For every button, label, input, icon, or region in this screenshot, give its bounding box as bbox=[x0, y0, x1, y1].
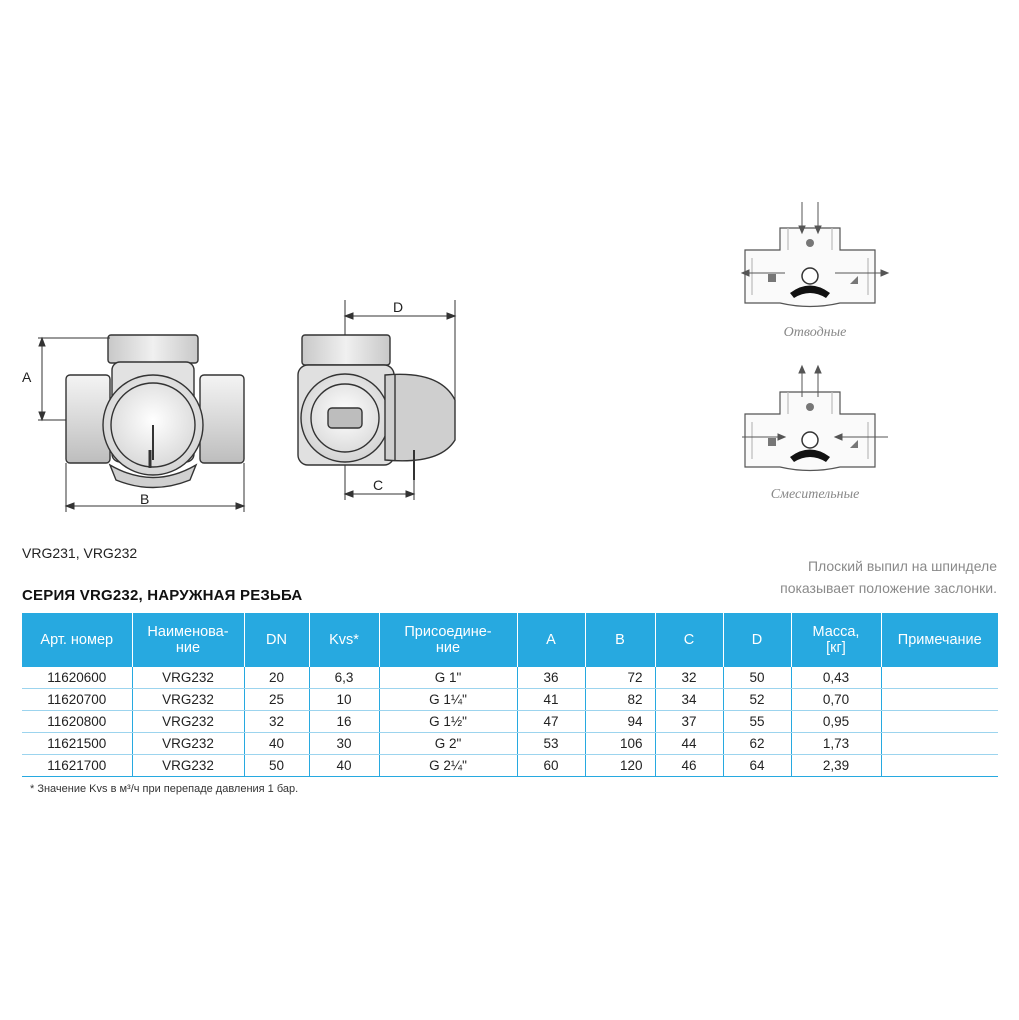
side-view bbox=[298, 335, 455, 480]
cell-a: 41 bbox=[517, 689, 585, 711]
cell-a: 53 bbox=[517, 733, 585, 755]
cell-mass: 2,39 bbox=[791, 755, 881, 777]
cell-name: VRG232 bbox=[132, 733, 244, 755]
cell-dn: 40 bbox=[244, 733, 309, 755]
cell-b: 94 bbox=[585, 711, 655, 733]
scheme-caption-mixing: Смесительные bbox=[770, 487, 860, 502]
cell-b: 106 bbox=[585, 733, 655, 755]
table-row bbox=[22, 711, 998, 733]
table-row bbox=[22, 733, 998, 755]
dim-b-label: B bbox=[140, 491, 150, 507]
cell-article: 11620800 bbox=[22, 711, 132, 733]
dim-c-label: C bbox=[373, 477, 384, 493]
cell-connection: G 2" bbox=[379, 733, 517, 755]
spindle-note-line1: Плоский выпил на шпинделе bbox=[807, 558, 997, 574]
cell-kvs: 6,3 bbox=[309, 667, 379, 689]
footnote: * Значение Kvs в м³/ч при перепаде давления 1 бар. bbox=[30, 783, 299, 795]
cell-note bbox=[881, 689, 998, 711]
cell-a: 47 bbox=[517, 711, 585, 733]
col-header-kvs: Kvs* bbox=[309, 613, 379, 667]
col-header-connection: Присоедине- ние bbox=[379, 613, 517, 667]
front-view bbox=[66, 335, 244, 488]
col-header-b: B bbox=[585, 613, 655, 667]
col-header-name: Наименова- ние bbox=[132, 613, 244, 667]
cell-name: VRG232 bbox=[132, 689, 244, 711]
table-title: СЕРИЯ VRG232, НАРУЖНАЯ РЕЗЬБА bbox=[22, 587, 303, 604]
cell-c: 34 bbox=[655, 689, 723, 711]
cell-kvs: 40 bbox=[309, 755, 379, 777]
cell-note bbox=[881, 711, 998, 733]
table-header-row bbox=[22, 613, 998, 667]
cell-article: 11621500 bbox=[22, 733, 132, 755]
cell-kvs: 10 bbox=[309, 689, 379, 711]
scheme-caption-diverting: Отводные bbox=[783, 325, 847, 340]
cell-dn: 25 bbox=[244, 689, 309, 711]
cell-c: 32 bbox=[655, 667, 723, 689]
cell-connection: G 1½" bbox=[379, 711, 517, 733]
cell-b: 72 bbox=[585, 667, 655, 689]
cell-d: 55 bbox=[723, 711, 791, 733]
table-row bbox=[22, 755, 998, 777]
dim-d-label: D bbox=[393, 299, 404, 315]
cell-kvs: 16 bbox=[309, 711, 379, 733]
model-caption: VRG231, VRG232 bbox=[22, 545, 138, 561]
cell-mass: 1,73 bbox=[791, 733, 881, 755]
cell-connection: G 2¼" bbox=[379, 755, 517, 777]
cell-note bbox=[881, 755, 998, 777]
cell-b: 82 bbox=[585, 689, 655, 711]
scheme-diverting bbox=[730, 198, 900, 348]
cell-name: VRG232 bbox=[132, 711, 244, 733]
cell-dn: 50 bbox=[244, 755, 309, 777]
cell-d: 62 bbox=[723, 733, 791, 755]
cell-mass: 0,70 bbox=[791, 689, 881, 711]
col-header-mass: Масса, [кг] bbox=[791, 613, 881, 667]
spindle-note-line2: показывает положение заслонки. bbox=[780, 580, 997, 596]
spindle-note bbox=[677, 555, 997, 599]
spec-table bbox=[22, 613, 998, 777]
cell-name: VRG232 bbox=[132, 667, 244, 689]
cell-article: 11620600 bbox=[22, 667, 132, 689]
cell-dn: 32 bbox=[244, 711, 309, 733]
cell-c: 46 bbox=[655, 755, 723, 777]
col-header-c: C bbox=[655, 613, 723, 667]
table-row bbox=[22, 667, 998, 689]
cell-connection: G 1¼" bbox=[379, 689, 517, 711]
valve-drawing bbox=[0, 290, 480, 520]
cell-mass: 0,43 bbox=[791, 667, 881, 689]
cell-a: 60 bbox=[517, 755, 585, 777]
dim-a-label: A bbox=[22, 369, 32, 385]
cell-d: 50 bbox=[723, 667, 791, 689]
cell-note bbox=[881, 733, 998, 755]
cell-c: 44 bbox=[655, 733, 723, 755]
cell-kvs: 30 bbox=[309, 733, 379, 755]
col-header-d: D bbox=[723, 613, 791, 667]
cell-name: VRG232 bbox=[132, 755, 244, 777]
table-row bbox=[22, 689, 998, 711]
cell-mass: 0,95 bbox=[791, 711, 881, 733]
col-header-dn: DN bbox=[244, 613, 309, 667]
cell-a: 36 bbox=[517, 667, 585, 689]
cell-c: 37 bbox=[655, 711, 723, 733]
col-header-note: Примечание bbox=[881, 613, 998, 667]
cell-dn: 20 bbox=[244, 667, 309, 689]
cell-connection: G 1" bbox=[379, 667, 517, 689]
cell-d: 52 bbox=[723, 689, 791, 711]
scheme-mixing bbox=[730, 362, 900, 512]
cell-article: 11621700 bbox=[22, 755, 132, 777]
cell-b: 120 bbox=[585, 755, 655, 777]
cell-article: 11620700 bbox=[22, 689, 132, 711]
cell-note bbox=[881, 667, 998, 689]
col-header-a: A bbox=[517, 613, 585, 667]
cell-d: 64 bbox=[723, 755, 791, 777]
col-header-article: Арт. номер bbox=[22, 613, 132, 667]
